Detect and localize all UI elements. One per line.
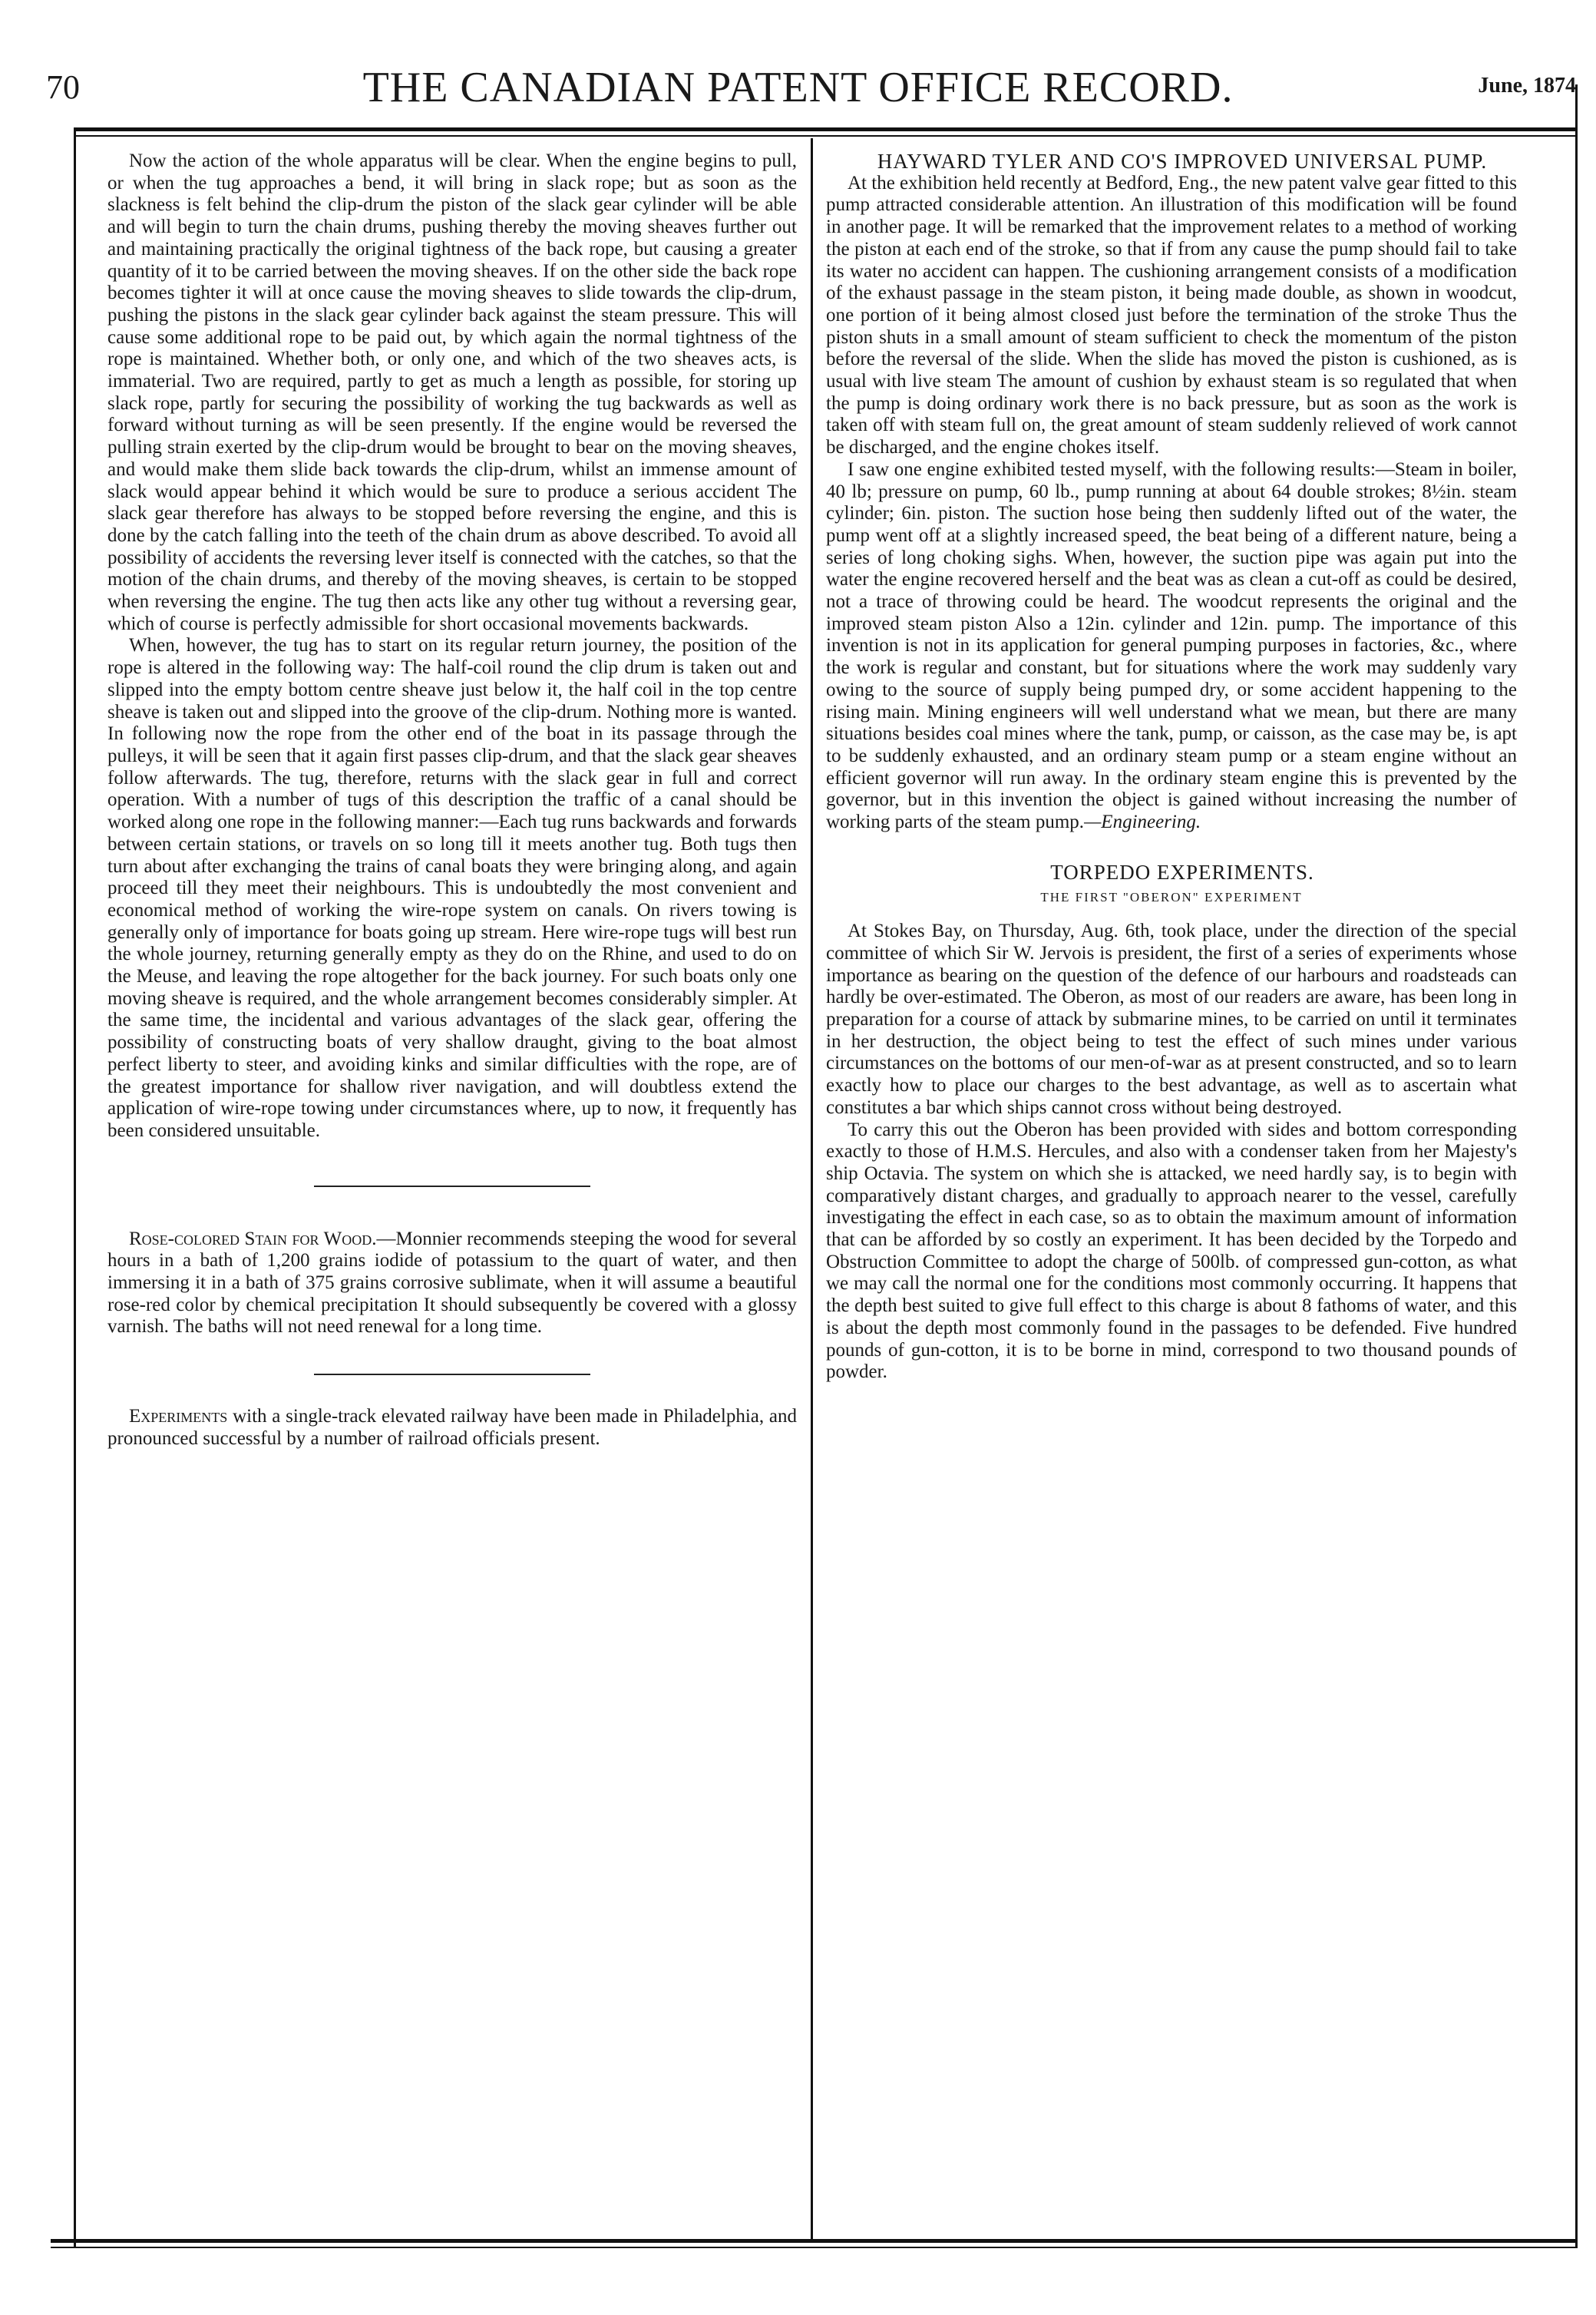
section-separator [314,1374,590,1375]
column-divider [811,138,813,2241]
issue-date: June, 1874 [1478,74,1576,98]
torpedo-paragraph-1: At Stokes Bay, on Thursday, Aug. 6th, took place, under the direction of the special committee of which Sir W. Jervois is president, the first of a series of experiments whose importance as bearing on the question of the defence of our harbours and roadsteads can hardly be over-estimated. The Oberon, as most of our readers are aware, has been long in preparation for a course of attack by submarine mines, to be carried on until it terminates in her destruction, the object being to test the effect of such mines under various circumstances on the bottoms of our men-of-war as at present constructed, and so to learn exactly how to place our charges to the best advantage, as well as to ascertain what constitutes a bar which ships cannot cross without being destroyed. [826,921,1517,1118]
railway-paragraph [107,1406,797,1450]
towing-paragraph-2: When, however, the tug has to start on its regular return journey, the position of the rope is altered in the following way: The half-coil round the clip drum is taken out and slipped into the empty bottom centre sheave just below it, the half coil in the top centre sheave is taken out and slipped into the groove of the clip-drum. Nothing more is wanted. In following now the rope from the other end of the boat in its passage through the pulleys, it will be seen that it again first passes clip-drum, and that the slack gear sheaves follow afterwards. The tug, therefore, returns with the slack gear in full and correct operation. With a number of tugs of this description the traffic of a canal should be worked along one rope in the following manner:—Each tug runs backwards and forwards between certain stations, or travels on so long till it meets another tug. Both tugs then turn about after exchanging the trains of canal boats they were bringing along, and again proceed till they meet their neighbours. This is undoubtedly the most convenient and economical method of working the wire-rope system on canals. On rivers towing is generally only of importance for boats going up stream. Here wire-rope tugs will best run the whole journey, returning generally empty as they do on the Rhine, and used to do on the Meuse, and leaving the rope altogether for the back journey. For such boats only one moving sheave is required, and the whole arrangement becomes considerably simpler. At the same time, the incidental and various advantages of the slack gear, offering the possibility of constructing boats of very shallow draught, giving to the boat almost perfect liberty to steer, and avoiding kinks and similar difficulties with the rope, are of the greatest importance for shallow river navigation, and will doubtless extend the application of wire-rope towing under circumstances where, up to now, it frequently has been considered unsuitable. [107,635,797,1141]
torpedo-subheading: THE FIRST "OBERON" EXPERIMENT [1040,889,1303,905]
railway-text: with a single-track elevated railway have been made in Philadelphia, and pronounced successful by a number of railroad officials present. [107,1406,797,1449]
top-rule [74,127,1578,131]
pump-paragraph-2-text: I saw one engine exhibited tested myself, with the following results:—Steam in boiler, 40 lb; pressure on pump, 60 lb., pump running at about 64 double strokes; 8½in. steam cylinder; 6in. piston. The suction hose being then suddenly lifted out of the water, the pump went off at a slightly increased speed, the beat being of a different nature, being a series of long choking sighs. When, however, the suction pipe was again put into the water the engine recovered herself and the beat was as clean a cut-off as could be desired, not a trace of throwing could be heard. The woodcut represents the original and the improved steam piston Also a 12in. cylinder and 12in. pump. The importance of this invention is not in its application for general pumping purposes in factories, &c., where the work is regular and constant, but for situations where the work may suddenly vary owing to the source of supply being pumped dry, or some accident happening to the rising main. Mining engineers will well understand what we mean, but there are many situations besides coal mines where the tank, pump, or caisson, as the case may be, is apt to be suddenly exhausted, and an ordinary steam pump or a steam engine without an efficient governor will run away. In the ordinary steam engine this is prevented by the governor, but in this invention the object is gained without increasing the number of working parts of the steam pump. [826,458,1517,833]
right-column [826,150,1517,1384]
towing-paragraph-1: Now the action of the whole apparatus will be clear. When the engine begins to pull, or when the tug approaches a bend, it will bring in slack rope; but as soon as the slackness is felt behind the clip-drum the piston of the slack gear cylinder will be able and will begin to turn the chain drums, pushing thereby the moving sheaves further out and maintaining practically the original tightness of the back rope, but causing a greater quantity of it to be carried between the moving sheaves. If on the other side the back rope becomes tighter it will at once cause the moving sheaves to slide towards the clip-drum, pushing the pistons in the slack gear cylinder back against the steam pressure. This will cause some additional rope to be paid out, by which again the normal tightness of the rope is maintained. Whether both, or only one, and which of the two sheaves acts, is immaterial. Two are required, partly to get as much a length as possible, for storing up slack rope, partly for securing the possibility of working the tug backwards as well as forward without turning as will be seen presently. If the engine would be reversed the pulling strain exerted by the clip-drum would be brought to bear on the moving sheaves, and would make them slide back towards the clip-drum, whilst an immense amount of slack would appear behind it which would be sure to produce a serious accident The slack gear therefore has always to be stopped before reversing the engine, and this is done by the catch falling into the teeth of the chain drum as above described. To avoid all possibility of accidents the reversing lever itself is connected with the catches, so that the motion of the chain drums, and thereby of the moving sheaves, is certain to be stopped when reversing the engine. The tug then acts like any other tug without a reversing gear, which of course is perfectly admissible for short occasional movements backwards. [107,150,797,634]
top-rule-thin [74,135,1578,137]
rose-stain-title: Rose-colored Stain for Wood. [129,1228,377,1249]
running-title: THE CANADIAN PATENT OFFICE RECORD. [362,64,1234,111]
bottom-rule [51,2239,1578,2243]
frame-right-rule [1575,84,1578,2248]
bottom-rule-thin [51,2247,1578,2248]
frame-left-rule [74,127,76,2248]
torpedo-paragraph-2: To carry this out the Oberon has been provided with sides and bottom corresponding exactly to those of H.M.S. Hercules, and also with a condenser taken from her Majesty's ship Octavia. The system on which she is attacked, we need hardly say, is to begin with comparatively distant charges, and gradually to approach nearer to the vessel, carefully investigating the effect in each case, so as to obtain the maximum amount of information that can be afforded by so costly an experiment. It has been decided by the Torpedo and Obstruction Committee to adopt the charge of 500lb. of compressed gun-cotton, as what we may call the normal one for the conditions most commonly occurring. It happens that the depth best suited to give full effect to this charge is about 8 fathoms of water, and this is about the depth most commonly found in the passages to be defended. Five hundred pounds of gun-cotton, it is to be borne in mind, correspond to two thousand pounds of powder. [826,1119,1517,1383]
rose-stain-text: —Monnier recommends steeping the wood for several hours in a bath of 1,200 grains iodide of potassium to the quart of water, and then immersing it in a bath of 375 grains corrosive sublimate, when it will assume a beautiful rose-red color by chemical precipitation It should subsequently be covered with a glossy varnish. The baths will not need renewal for a long time. [107,1228,797,1338]
section-separator [314,1186,590,1187]
pump-paragraph-2 [826,459,1517,834]
torpedo-heading: TORPEDO EXPERIMENTS. [1050,860,1314,884]
railway-title: Experiments [129,1406,228,1427]
pump-paragraph-1: At the exhibition held recently at Bedford, Eng., the new patent valve gear fitted to this pump attracted considerable attention. An illustration of this modification will be found in another page. It will be remarked that the improvement relates to a method of working the piston at each end of the stroke, so that if from any cause the pump should fail to take its water no accident can happen. The cushioning arrangement consists of a modification of the exhaust passage in the steam piston, it being made double, as shown in woodcut, one portion of it being almost closed just before the termination of the stroke Thus the piston shuts in a small amount of steam sufficient to check the momentum of the piston before the reversal of the slide. When the slide has moved the piston is cushioned, as is usual with live steam The amount of cushion by exhaust steam is so regulated that when the pump is doing ordinary work there is no back pressure, but as soon as the work is taken off with steam full on, the great amount of steam suddenly relieved of work cannot be discharged, and the engine chokes itself. [826,172,1517,458]
pump-heading: HAYWARD TYLER AND CO'S IMPROVED UNIVERSAL PUMP. [877,150,1488,173]
rose-stain-paragraph [107,1229,797,1339]
left-column [107,150,797,1450]
page-number: 70 [46,68,80,106]
pump-source: —Engineering. [1084,812,1201,833]
